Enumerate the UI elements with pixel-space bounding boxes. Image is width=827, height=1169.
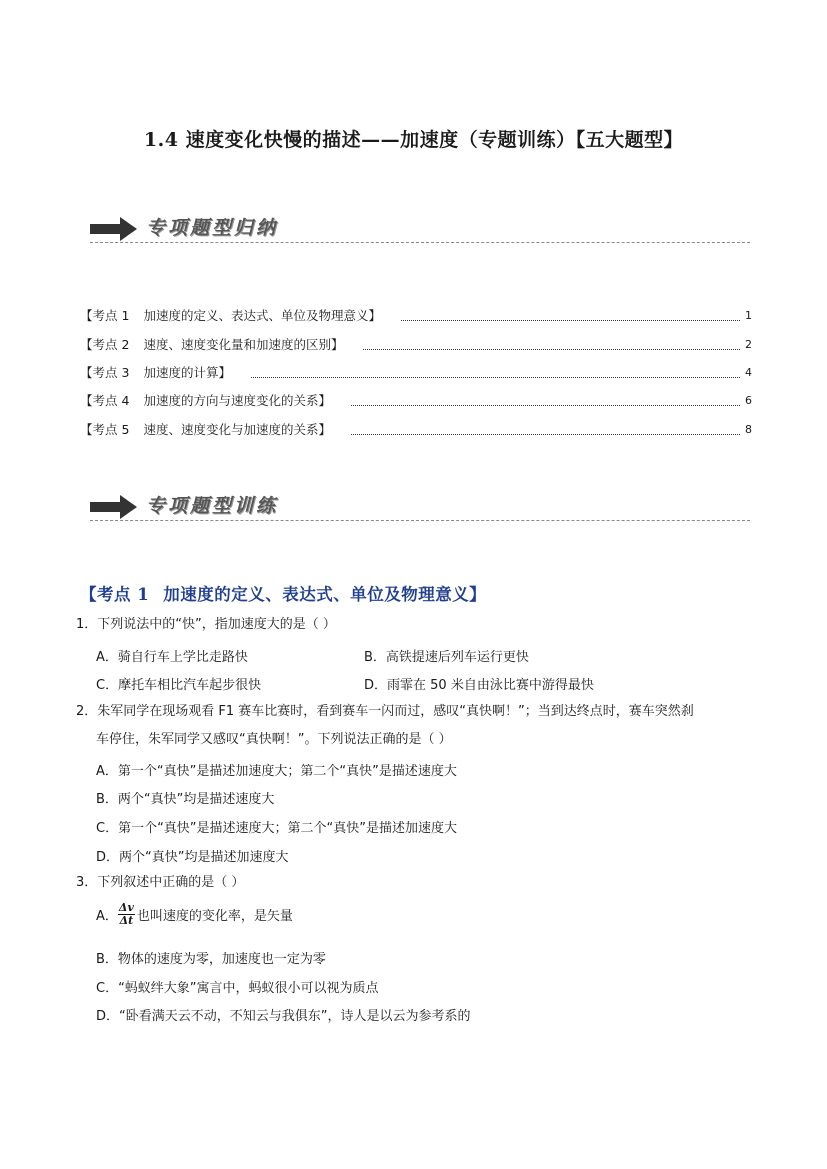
toc-tag: 【考点 1 [80,308,130,323]
banner-title: 专项题型归纳 [146,217,279,239]
toc-page: 4 [745,365,752,379]
arrow-icon [90,493,138,521]
toc-text: 加速度的计算】 [143,365,231,380]
question-2-option-b: B．两个“真快”均是描述速度大 [96,792,275,807]
toc-item-1[interactable] [80,305,752,325]
arrow-icon [90,215,138,243]
toc-tag: 【考点 5 [80,422,130,437]
question-3-option-a [96,902,293,927]
toc-tag: 【考点 2 [80,337,130,352]
section-heading [80,581,486,605]
toc-leader [251,367,740,378]
banner-divider [90,242,750,243]
section-tag: 【考点 1 [80,585,150,604]
toc-item-2[interactable] [80,334,752,354]
toc-leader [351,424,740,435]
question-3-option-b: B．物体的速度为零，加速度也一定为零 [96,952,326,967]
question-3-stem: 3．下列叙述中正确的是（ ） [76,875,245,890]
delta-v-over-delta-t-fraction [118,902,135,927]
toc-tag: 【考点 3 [80,365,130,380]
section-banner-summary [90,213,750,245]
option-label: A． [96,909,118,924]
toc-text: 速度、速度变化与加速度的关系】 [143,422,331,437]
toc-text: 加速度的定义、表达式、单位及物理意义】 [143,308,381,323]
toc-text: 加速度的方向与速度变化的关系】 [143,393,331,408]
section-banner-training [90,491,750,523]
question-1-option-d: D．雨霏在 50 米自由泳比赛中游得最快 [364,678,594,693]
question-2-option-d: D．两个“真快”均是描述加速度大 [96,850,289,865]
question-2-stem-line1: 2．朱军同学在现场观看 F1 赛车比赛时，看到赛车一闪而过，感叹“真快啊！”；当到达终点时，赛车突然刹 [76,704,694,719]
toc-page: 8 [745,422,752,436]
banner-title: 专项题型训练 [146,495,279,517]
toc-leader [363,339,740,350]
fraction-denominator: Δt [119,914,134,927]
question-1-option-b: B．高铁提速后列车运行更快 [364,650,529,665]
question-2-stem-line2: 车停住，朱军同学又感叹“真快啊！”。下列说法正确的是（ ） [96,732,452,747]
question-2-option-a: A．第一个“真快”是描述加速度大；第二个“真快”是描述速度大 [96,764,457,779]
question-1-option-c: C．摩托车相比汽车起步很快 [96,678,262,693]
question-1-option-a: A．骑自行车上学比走路快 [96,650,248,665]
toc-text: 速度、速度变化量和加速度的区别】 [143,337,344,352]
toc-item-5[interactable] [80,419,752,439]
option-text: 也叫速度的变化率，是矢量 [136,909,293,924]
toc-item-4[interactable] [80,390,752,410]
section-text: 加速度的定义、表达式、单位及物理意义】 [163,585,487,604]
toc-page: 1 [745,308,752,322]
question-1-stem: 1．下列说法中的“快”，指加速度大的是（ ） [76,617,336,632]
question-2-option-c: C．第一个“真快”是描述速度大；第二个“真快”是描述加速度大 [96,821,458,836]
toc-leader [401,310,740,321]
toc-page: 6 [745,393,752,407]
question-3-option-c: C．“蚂蚁绊大象”寓言中，蚂蚁很小可以视为质点 [96,981,379,996]
question-3-option-d: D．“卧看满天云不动，不知云与我俱东”，诗人是以云为参考系的 [96,1009,471,1024]
fraction-numerator: Δv [118,901,134,914]
page-title: 1.4 速度变化快慢的描述——加速度（专题训练）【五大题型】 [143,129,684,151]
toc-tag: 【考点 4 [80,393,130,408]
toc-page: 2 [745,337,752,351]
toc-leader [351,395,740,406]
banner-divider [90,520,750,521]
toc-item-3[interactable] [80,362,752,382]
